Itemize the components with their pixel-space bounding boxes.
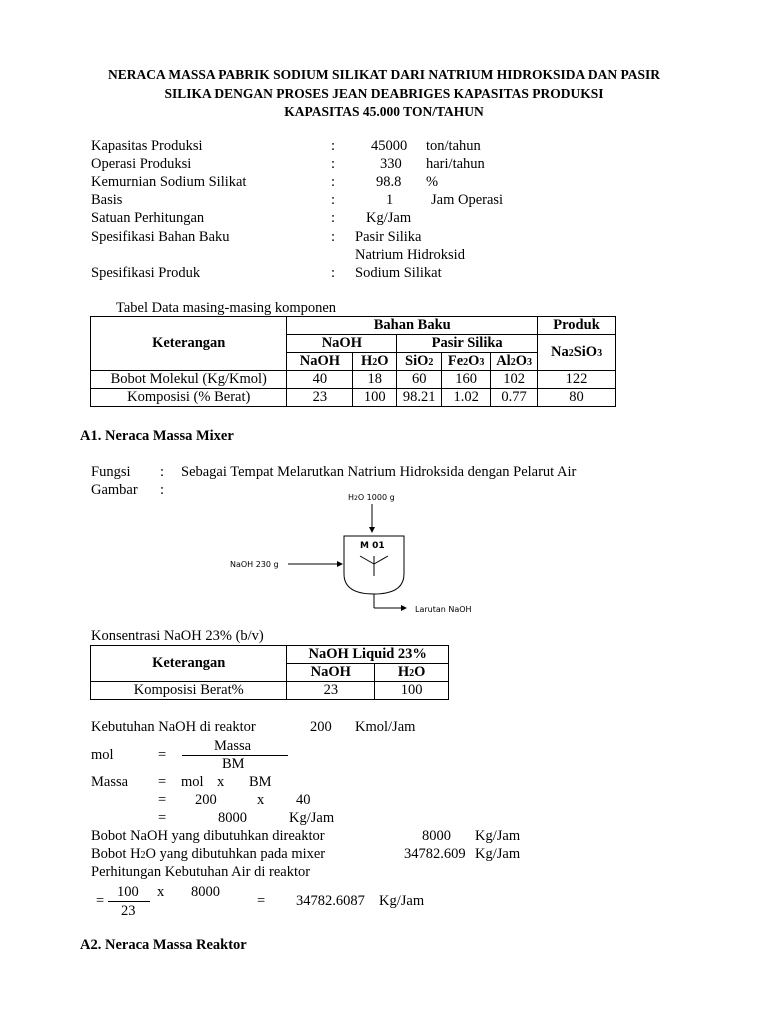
gambar-colon: : bbox=[160, 482, 165, 498]
term: 200 bbox=[195, 792, 217, 808]
table2-header-h2o: H2O bbox=[375, 664, 449, 682]
document-title-line1: NERACA MASSA PABRIK SODIUM SILIKAT DARI NATRIUM HIDROKSIDA DAN PASIR bbox=[108, 67, 660, 82]
fraction-line bbox=[108, 901, 150, 902]
table2-header-keterangan: Keterangan bbox=[91, 646, 287, 682]
spec-value: 330 bbox=[380, 156, 402, 172]
spec-label: Satuan Perhitungan bbox=[91, 210, 205, 226]
table1-header-naoh: NaOH bbox=[287, 353, 353, 371]
stirrer-blade-right bbox=[374, 556, 388, 564]
h2o-input-label: H2O 1000 g bbox=[348, 493, 395, 502]
cell: 60 bbox=[397, 371, 442, 389]
mixer-diagram-svg bbox=[220, 490, 510, 620]
output-label: Larutan NaOH bbox=[415, 605, 472, 614]
cell: 18 bbox=[353, 371, 397, 389]
term: BM bbox=[249, 774, 272, 790]
naoh-input-label: NaOH 230 g bbox=[230, 560, 279, 569]
table1-header-fe2o3: Fe2O3 bbox=[442, 353, 491, 371]
cell: 100 bbox=[375, 682, 449, 700]
cell: 98.21 bbox=[397, 389, 442, 407]
cell: 100 bbox=[353, 389, 397, 407]
fungsi-text: Sebagai Tempat Melarutkan Natrium Hidroksida dengan Pelarut Air bbox=[181, 464, 577, 480]
naoh-liquid-table bbox=[90, 645, 449, 700]
equals: = bbox=[158, 810, 167, 826]
bobot-naoh-label: Bobot NaOH yang dibutuhkan direaktor bbox=[91, 828, 325, 844]
spec-colon: : bbox=[331, 138, 336, 154]
table2-caption: Konsentrasi NaOH 23% (b/v) bbox=[91, 628, 264, 644]
spec-colon: : bbox=[331, 192, 336, 208]
bobot-h2o-label: Bobot H2O yang dibutuhkan pada mixer bbox=[91, 846, 326, 862]
kebutuhan-unit: Kmol/Jam bbox=[355, 719, 416, 735]
spec-label: Spesifikasi Bahan Baku bbox=[91, 229, 230, 245]
spec-value: Pasir Silika bbox=[355, 229, 422, 245]
equals: = bbox=[96, 893, 105, 909]
table1-header-naoh-group: NaOH bbox=[287, 335, 397, 353]
row-label: Bobot Molekul (Kg/Kmol) bbox=[91, 371, 287, 389]
term: 8000 bbox=[191, 884, 220, 900]
table1-header-na2sio3: Na2SiO3 bbox=[538, 335, 616, 371]
document-title-line3: KAPASITAS 45.000 TON/TAHUN bbox=[284, 104, 484, 119]
equals: = bbox=[257, 893, 266, 909]
bobot-naoh-unit: Kg/Jam bbox=[475, 828, 521, 844]
cell: 0.77 bbox=[491, 389, 538, 407]
table1-header-sio2: SiO2 bbox=[397, 353, 442, 371]
mixer-label: M 01 bbox=[360, 541, 385, 551]
equals: = bbox=[158, 792, 167, 808]
table1-header-h2o: H2O bbox=[353, 353, 397, 371]
spec-unit: ton/tahun bbox=[426, 138, 481, 154]
spec-colon: : bbox=[331, 156, 336, 172]
fraction-denominator: 23 bbox=[121, 903, 136, 919]
fraction-denominator: BM bbox=[222, 756, 245, 772]
result-value: 34782.6087 bbox=[296, 893, 365, 909]
unit: Kg/Jam bbox=[289, 810, 335, 826]
section-a2-heading: A2. Neraca Massa Reaktor bbox=[80, 937, 247, 953]
fungsi-colon: : bbox=[160, 464, 165, 480]
spec-label: Basis bbox=[91, 192, 123, 208]
spec-unit: % bbox=[426, 174, 439, 190]
spec-value: Sodium Silikat bbox=[355, 265, 442, 281]
component-data-table bbox=[90, 316, 616, 407]
cell: 23 bbox=[287, 389, 353, 407]
table2-header-naoh: NaOH bbox=[287, 664, 375, 682]
cell: 160 bbox=[442, 371, 491, 389]
spec-colon: : bbox=[331, 265, 336, 281]
cell: 23 bbox=[287, 682, 375, 700]
fungsi-label: Fungsi bbox=[91, 464, 131, 480]
bobot-h2o-value: 34782.609 bbox=[404, 846, 466, 862]
spec-value: 98.8 bbox=[376, 174, 402, 190]
row-label: Komposisi (% Berat) bbox=[91, 389, 287, 407]
spec-value: Kg/Jam bbox=[366, 210, 412, 226]
times: x bbox=[217, 774, 225, 790]
times: x bbox=[257, 792, 265, 808]
spec-label: Kapasitas Produksi bbox=[91, 138, 203, 154]
term: 40 bbox=[296, 792, 311, 808]
gambar-label: Gambar bbox=[91, 482, 138, 498]
spec-label: Operasi Produksi bbox=[91, 156, 192, 172]
table-row bbox=[91, 371, 616, 389]
spec-label: Kemurnian Sodium Silikat bbox=[91, 174, 247, 190]
table2-header-group: NaOH Liquid 23% bbox=[287, 646, 449, 664]
stirrer-blade-left bbox=[360, 556, 374, 564]
table1-header-keterangan: Keterangan bbox=[91, 317, 287, 371]
term: mol bbox=[181, 774, 204, 790]
spec-value: Natrium Hidroksid bbox=[355, 247, 465, 263]
spec-colon: : bbox=[331, 229, 336, 245]
massa-label: Massa bbox=[91, 774, 129, 790]
term: 8000 bbox=[218, 810, 247, 826]
times: x bbox=[157, 884, 165, 900]
table1-header-produk: Produk bbox=[538, 317, 616, 335]
perhitungan-label: Perhitungan Kebutuhan Air di reaktor bbox=[91, 864, 311, 880]
cell: 122 bbox=[538, 371, 616, 389]
equals: = bbox=[158, 747, 167, 763]
spec-colon: : bbox=[331, 174, 336, 190]
spec-value: 45000 bbox=[371, 138, 408, 154]
cell: 102 bbox=[491, 371, 538, 389]
spec-unit: Jam Operasi bbox=[431, 192, 504, 208]
equals: = bbox=[158, 774, 167, 790]
bobot-naoh-value: 8000 bbox=[422, 828, 451, 844]
bobot-h2o-unit: Kg/Jam bbox=[475, 846, 521, 862]
result-unit: Kg/Jam bbox=[379, 893, 425, 909]
spec-label: Spesifikasi Produk bbox=[91, 265, 201, 281]
document-title-line2: SILIKA DENGAN PROSES JEAN DEABRIGES KAPASITAS PRODUKSI bbox=[164, 86, 604, 101]
row-label: Komposisi Berat% bbox=[91, 682, 287, 700]
section-a1-heading: A1. Neraca Massa Mixer bbox=[80, 428, 234, 444]
table1-header-bahan-baku: Bahan Baku bbox=[287, 317, 538, 335]
mol-label: mol bbox=[91, 747, 114, 763]
table1-header-al2o3: Al2O3 bbox=[491, 353, 538, 371]
kebutuhan-label: Kebutuhan NaOH di reaktor bbox=[91, 719, 256, 735]
kebutuhan-value: 200 bbox=[310, 719, 332, 735]
spec-colon: : bbox=[331, 210, 336, 226]
table-row bbox=[91, 682, 449, 700]
table1-caption: Tabel Data masing-masing komponen bbox=[116, 300, 337, 316]
spec-unit: hari/tahun bbox=[426, 156, 485, 172]
cell: 80 bbox=[538, 389, 616, 407]
fraction-numerator: 100 bbox=[117, 884, 139, 900]
fraction-numerator: Massa bbox=[214, 738, 252, 754]
cell: 1.02 bbox=[442, 389, 491, 407]
spec-value: 1 bbox=[386, 192, 394, 208]
table1-header-pasir-group: Pasir Silika bbox=[397, 335, 538, 353]
table-row bbox=[91, 389, 616, 407]
cell: 40 bbox=[287, 371, 353, 389]
